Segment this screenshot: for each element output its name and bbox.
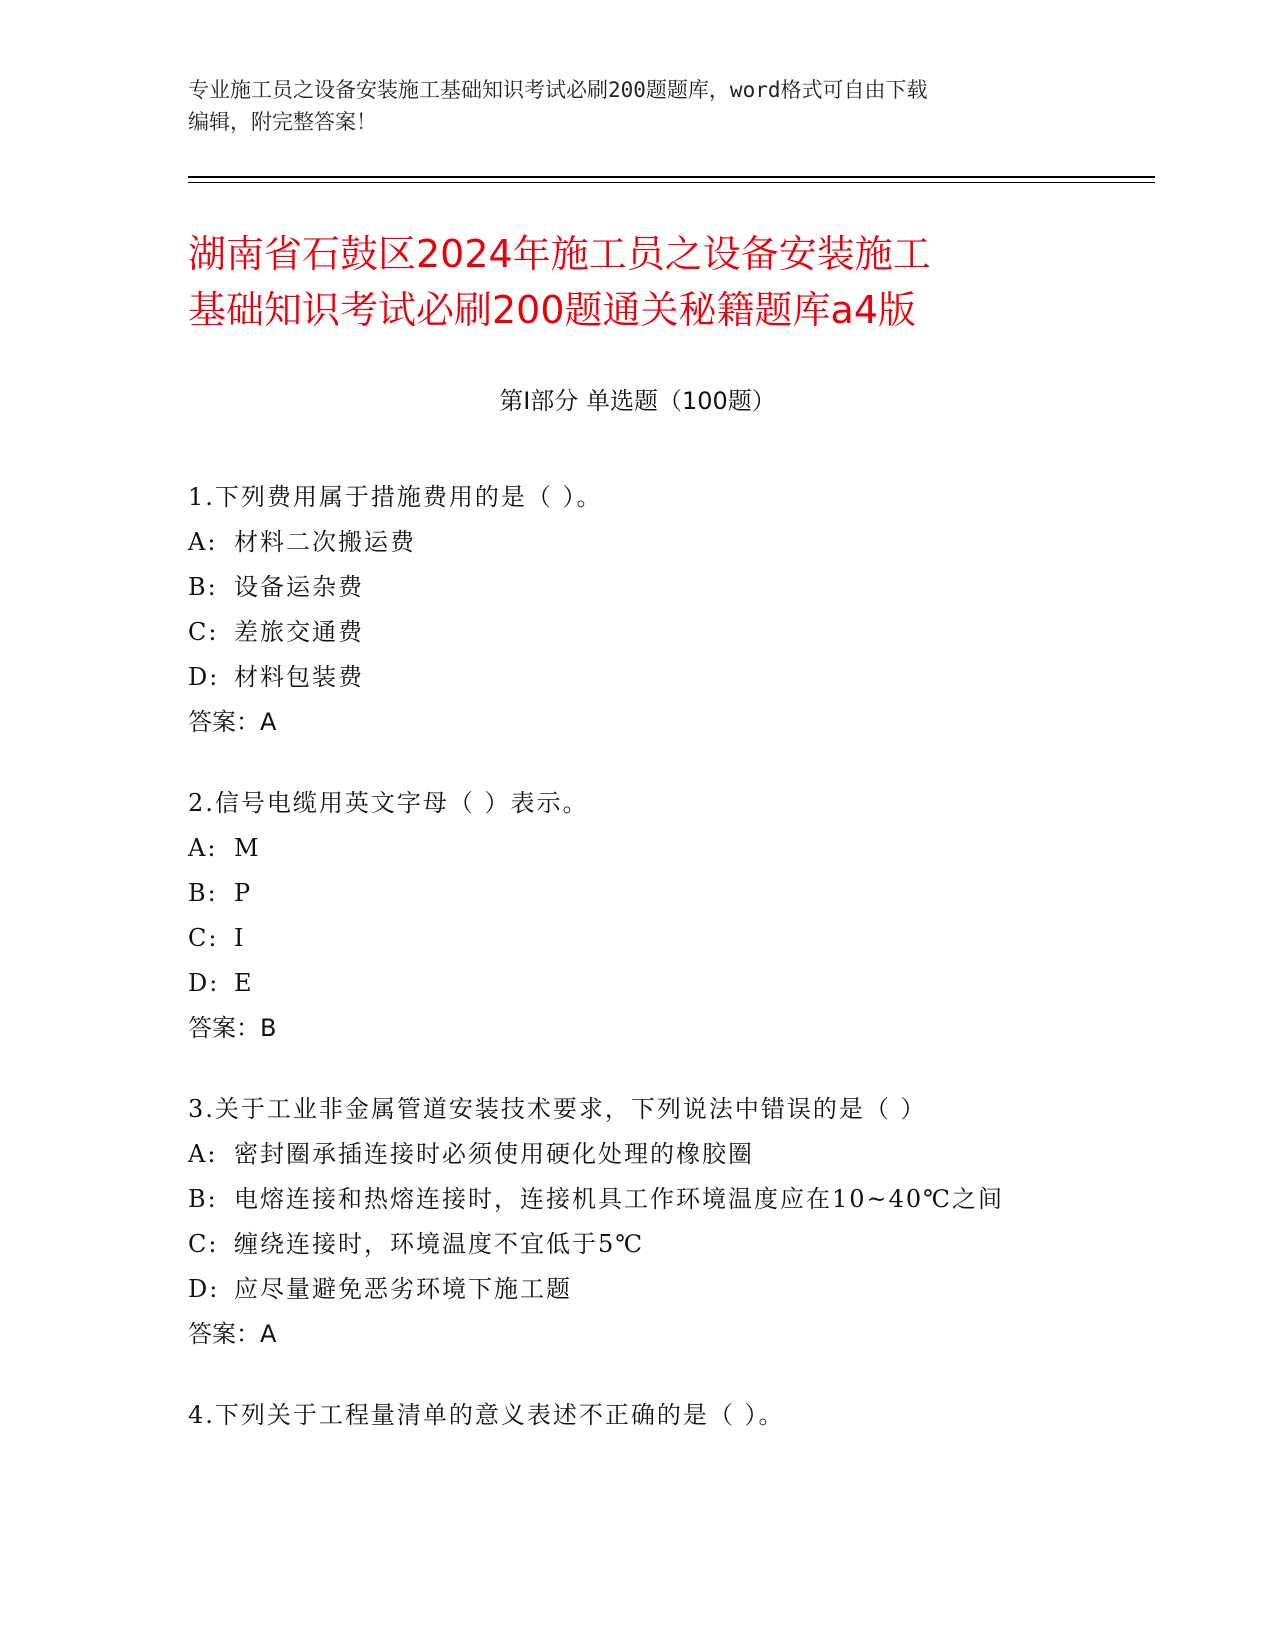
question-3 xyxy=(188,1087,1148,1357)
option-key: B: xyxy=(188,879,218,907)
option-text: 电熔连接和热熔连接时，连接机具工作环境温度应在10~40℃之间 xyxy=(234,1185,1005,1213)
option-b xyxy=(188,565,1148,610)
option-text: 差旅交通费 xyxy=(234,618,364,646)
header-divider-thick xyxy=(188,176,1155,178)
option-text: I xyxy=(234,924,246,952)
question-stem: 1.下列费用属于措施费用的是（ ）。 xyxy=(188,483,603,511)
option-text: 缠绕连接时，环境温度不宜低于5℃ xyxy=(234,1230,645,1258)
answer: 答案：A xyxy=(188,1320,277,1348)
document-title xyxy=(188,226,1088,338)
option-text: 设备运杂费 xyxy=(234,573,364,601)
question-stem: 2.信号电缆用英文字母（ ）表示。 xyxy=(188,789,589,817)
question-stem: 3.关于工业非金属管道安装技术要求，下列说法中错误的是（ ） xyxy=(188,1095,927,1123)
header-divider-thin xyxy=(188,182,1155,183)
answer: 答案：A xyxy=(188,708,277,736)
option-d xyxy=(188,1267,1148,1312)
option-text: P xyxy=(234,879,253,907)
option-key: A: xyxy=(188,834,218,862)
option-text: 材料包装费 xyxy=(234,663,364,691)
option-key: A: xyxy=(188,528,218,556)
option-key: B: xyxy=(188,1185,218,1213)
option-text: 密封圈承插连接时必须使用硬化处理的橡胶圈 xyxy=(234,1140,754,1168)
option-key: C: xyxy=(188,924,219,952)
option-b xyxy=(188,1177,1148,1222)
option-a xyxy=(188,826,1148,871)
option-text: 应尽量避免恶劣环境下施工题 xyxy=(234,1275,572,1303)
option-key: D: xyxy=(188,969,220,997)
section-heading: 第Ⅰ部分 单选题（100题） xyxy=(499,387,776,415)
option-key: B: xyxy=(188,573,218,601)
option-a xyxy=(188,520,1148,565)
option-d xyxy=(188,961,1148,1006)
answer: 答案：B xyxy=(188,1014,277,1042)
option-key: D: xyxy=(188,663,220,691)
option-c xyxy=(188,610,1148,655)
document-title-line-1: 湖南省石鼓区2024年施工员之设备安装施工 xyxy=(188,232,931,276)
option-d xyxy=(188,655,1148,700)
option-c xyxy=(188,1222,1148,1267)
question-2 xyxy=(188,781,1148,1051)
option-key: D: xyxy=(188,1275,220,1303)
option-text: M xyxy=(234,834,261,862)
option-key: C: xyxy=(188,618,219,646)
option-key: A: xyxy=(188,1140,218,1168)
header-note-line-1: 专业施工员之设备安装施工基础知识考试必刷200题题库，word格式可自由下载 xyxy=(188,78,928,102)
question-4 xyxy=(188,1393,1148,1438)
question-stem: 4.下列关于工程量清单的意义表述不正确的是（ ）。 xyxy=(188,1401,785,1429)
question-list xyxy=(188,475,1148,1474)
option-b xyxy=(188,871,1148,916)
option-key: C: xyxy=(188,1230,219,1258)
option-a xyxy=(188,1132,1148,1177)
option-c xyxy=(188,916,1148,961)
document-title-line-2: 基础知识考试必刷200题通关秘籍题库a4版 xyxy=(188,288,916,332)
header-note xyxy=(188,74,1088,138)
question-1 xyxy=(188,475,1148,745)
header-note-line-2: 编辑，附完整答案！ xyxy=(188,110,377,134)
option-text: 材料二次搬运费 xyxy=(234,528,416,556)
option-text: E xyxy=(234,969,254,997)
